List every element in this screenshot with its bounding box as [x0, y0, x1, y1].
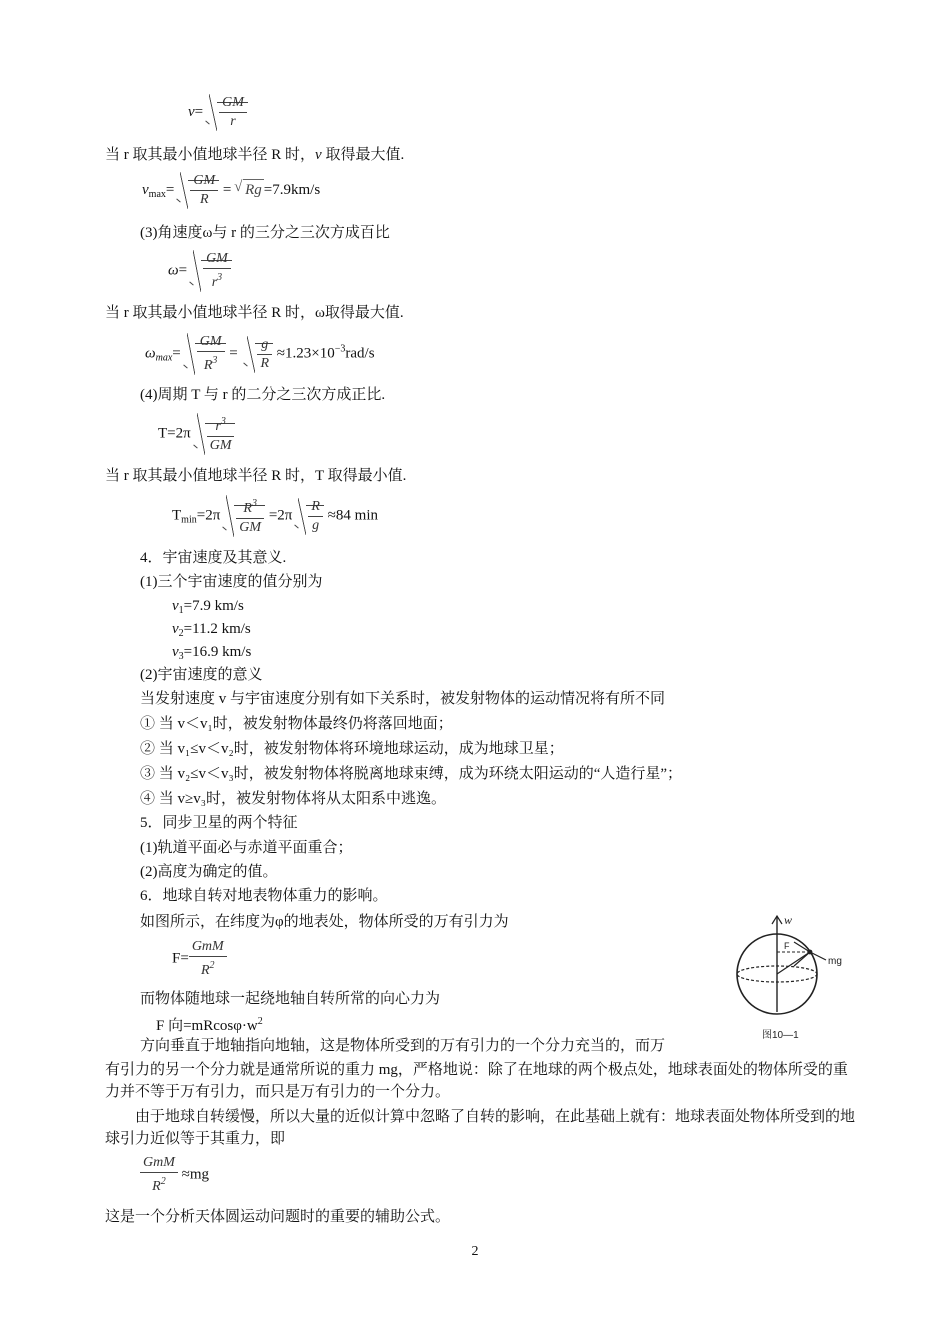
text-line: ③ 当 v₂≤v＜v₃时，被发射物体将脱离地球束缚，成为环绕太阳运动的“人造行星”；: [140, 766, 683, 782]
text-line: 而物体随地球一起绕地轴自转所常的向心力为: [140, 991, 441, 1007]
page-number: 2: [471, 1244, 479, 1259]
text-line: 如图所示，在纬度为φ的地表处，物体所受的万有引力为: [140, 914, 509, 930]
fraction: $\frac{GM}{r^3}$: [203, 250, 231, 292]
sqrt: [187, 250, 232, 292]
text-line: 当 r 取其最小值地球半径 R 时，T 取得最小值.: [105, 468, 407, 484]
text-line: 当发射速度 v 与宇宙速度分别有如下关系时，被发射物体的运动情况将有所不同: [140, 691, 666, 707]
text-line: 当 r 取其最小值地球半径 R 时，ω取得最大值.: [105, 305, 404, 321]
text-line: $v_1=7.9$ km/s: [172, 598, 244, 616]
text-line: (1)轨道平面必与赤道平面重合；: [140, 840, 353, 856]
text-line: (2)宇宙速度的意义: [140, 667, 263, 683]
text-line: ① 当 v＜v₁时，被发射物体最终仍将落回地面；: [140, 716, 453, 732]
text-line: 当 r 取其最小值地球半径 R 时，v 取得最大值.: [105, 147, 405, 163]
fraction: $\frac{GM}{R}$: [190, 172, 218, 209]
text-line: ④ 当 v≥v₃时，被发射物体将从太阳系中逃逸。: [140, 791, 446, 807]
text-line: 4．宇宙速度及其意义.: [140, 550, 287, 566]
force-label: F: [784, 941, 790, 951]
figure-caption: 图10—1: [762, 1030, 799, 1041]
formula-Tmin: $T_{min}=2\pi$ $\frac{R^3}{GM}$ =2π $\frac{R}{g}$ ≈84 min: [172, 495, 378, 537]
formula-omega-max: $\omega_{max}=$ $\frac{GM}{R^3}$ = $\frac{g}{R}$ $\approx 1.23\times 10^{-3}rad/s$: [145, 334, 375, 373]
earth-diagram: [728, 912, 858, 1042]
sqrt-Rg: √ Rg: [243, 179, 264, 200]
text-line: (3)角速度ω与 r 的三分之三次方成百比: [140, 225, 390, 241]
sqrt: [203, 94, 248, 131]
formula-approx: $\frac{\text{GmM}}{R^2}$ ≈mg: [140, 1154, 209, 1196]
var-v: v: [188, 103, 195, 120]
paragraph: 有引力的另一个分力就是通常所说的重力 mg，严格地说：除了在地球的两个极点处，地球表面处的物体所受的重力并不等于万有引力，而只是万有引力的一个分力。: [105, 1062, 848, 1100]
text-line: ② 当 v₁≤v＜v₂时，被发射物体将环境地球运动，成为地球卫星；: [140, 741, 564, 757]
figure-earth: [728, 912, 858, 1042]
formula-T: T=2π $\frac{r^3}{GM}$: [158, 413, 235, 455]
text-line: 5．同步卫星的两个特征: [140, 815, 298, 831]
paragraph: 由于地球自转缓慢，所以大量的近似计算中忽略了自转的影响，在此基础上就有：地球表面处物体所受到的地球引力近似等于其重力，即: [105, 1109, 856, 1147]
omega-label: w: [784, 913, 793, 927]
text-line: (4)周期 T 与 r 的二分之三次方成正比.: [140, 387, 386, 403]
formula-omega: ω= $\frac{GM}{r^3}$: [168, 250, 232, 292]
formula-F: F= $\frac{\text{GmM}}{R^2}$: [172, 938, 227, 980]
text-line: 方向垂直于地轴指向地轴，这是物体所受到的万有引力的一个分力充当的，而万: [140, 1038, 666, 1054]
text-line: (1)三个宇宙速度的值分别为: [140, 574, 323, 590]
text-line: 6．地球自转对地表物体重力的影响。: [140, 888, 388, 904]
formula-v: v= $\frac{GM}{r}$: [188, 94, 248, 131]
text-line: $v_3=16.9$ km/s: [172, 644, 252, 662]
text-line: (2)高度为确定的值。: [140, 864, 278, 880]
sqrt: [174, 172, 219, 209]
mg-label: mg: [828, 956, 842, 967]
formula-vmax: $v_{max}=$ $\frac{GM}{R}$ = √ Rg =7.9km/s: [142, 172, 320, 209]
fraction: $\frac{GM}{r}$: [219, 94, 247, 131]
formula-Fn: F 向$=mRcos\varphi\cdot w^2$: [156, 1016, 263, 1034]
text-line: $v_2=11.2$ km/s: [172, 621, 251, 639]
text-line: 这是一个分析天体圆运动问题时的重要的辅助公式。: [105, 1209, 451, 1225]
